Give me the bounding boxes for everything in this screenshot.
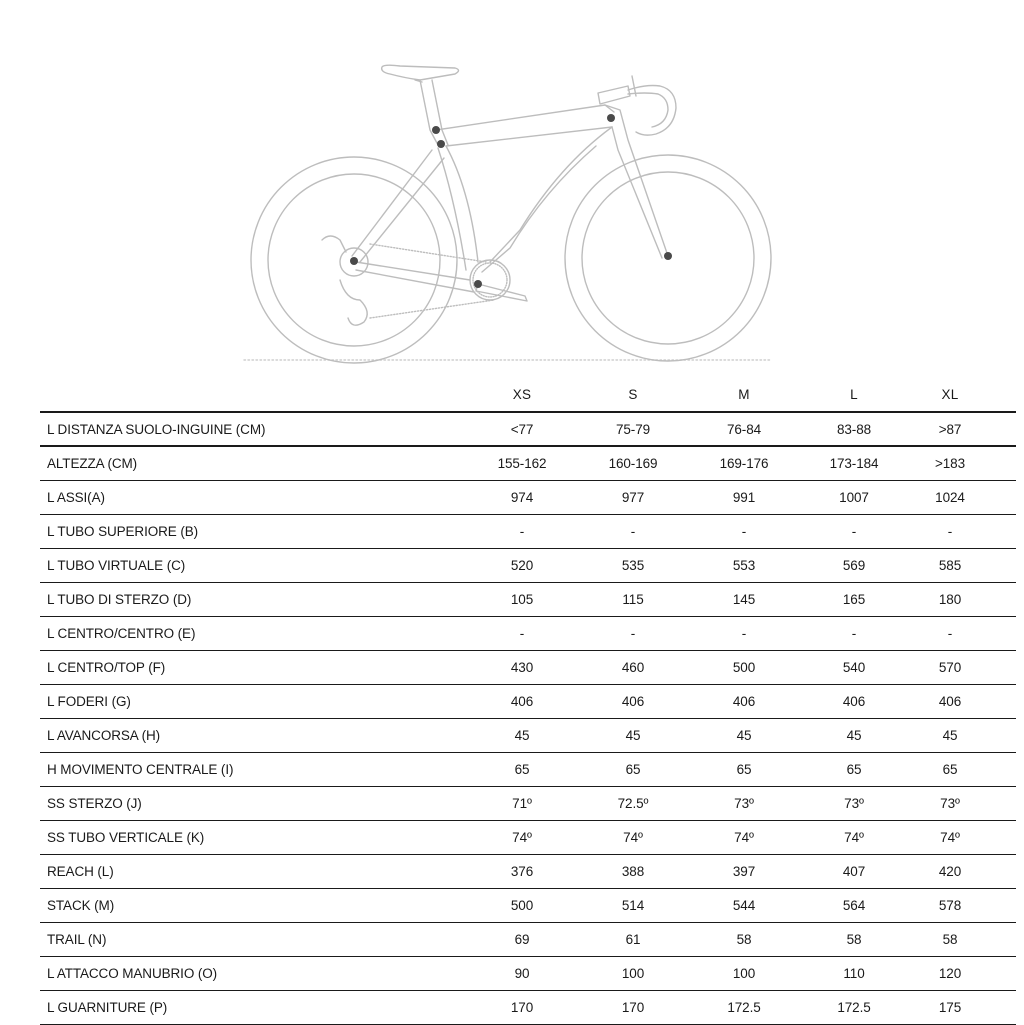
table-row [40, 991, 1016, 1025]
table-cell-l: 173-184 [829, 456, 879, 471]
table-cell-l: 45 [846, 728, 862, 743]
table-row [40, 719, 1016, 753]
table-cell-m: 76-84 [726, 422, 762, 437]
table-cell-l: - [851, 626, 857, 641]
table-cell-xs: 376 [510, 864, 534, 879]
table-cell-m: 58 [736, 932, 752, 947]
table-row [40, 583, 1016, 617]
table-cell-xl: 1024 [935, 490, 965, 505]
table-cell-xs: 974 [510, 490, 534, 505]
table-cell-xl: 585 [938, 558, 962, 573]
table-cell-l: 83-88 [836, 422, 872, 437]
table-cell-s: 74º [623, 830, 643, 845]
table-cell-xl: - [947, 626, 953, 641]
table-cell-m: 65 [736, 762, 752, 777]
table-cell-m: 100 [732, 966, 756, 981]
table-cell-xs: <77 [510, 422, 534, 437]
table-cell-m: - [741, 524, 747, 539]
table-cell-m: 406 [732, 694, 756, 709]
table-row [40, 685, 1016, 719]
table-cell-xl: 73º [940, 796, 960, 811]
row-label: SS TUBO VERTICALE (K) [47, 830, 205, 845]
table-cell-xs: 430 [510, 660, 534, 675]
table-cell-m: 553 [732, 558, 756, 573]
table-row [40, 889, 1016, 923]
table-cell-xl: 570 [938, 660, 962, 675]
table-cell-xs: 170 [510, 1000, 534, 1015]
table-cell-xs: 500 [510, 898, 534, 913]
size-header-row [40, 378, 1016, 413]
table-cell-xs: 69 [514, 932, 530, 947]
row-label: TRAIL (N) [47, 932, 107, 947]
geometry-rows [40, 413, 1016, 1025]
row-label: L DISTANZA SUOLO-INGUINE (CM) [47, 422, 266, 437]
table-cell-s: 977 [621, 490, 645, 505]
table-row [40, 651, 1016, 685]
table-cell-xs: 90 [514, 966, 530, 981]
table-cell-l: 407 [842, 864, 866, 879]
table-cell-xl: 420 [938, 864, 962, 879]
size-header-xs: XS [512, 387, 532, 402]
table-cell-m: 397 [732, 864, 756, 879]
row-label: L TUBO DI STERZO (D) [47, 592, 192, 607]
table-cell-l: 569 [842, 558, 866, 573]
table-cell-m: 991 [732, 490, 756, 505]
table-cell-xl: 175 [938, 1000, 962, 1015]
table-cell-xl: 180 [938, 592, 962, 607]
table-row [40, 923, 1016, 957]
table-cell-xl: >87 [938, 422, 962, 437]
geometry-table [40, 378, 1016, 1025]
row-label: L TUBO VIRTUALE (C) [47, 558, 186, 573]
table-row [40, 447, 1016, 481]
table-cell-s: 388 [621, 864, 645, 879]
table-cell-l: 165 [842, 592, 866, 607]
table-cell-s: 514 [621, 898, 645, 913]
table-cell-s: 100 [621, 966, 645, 981]
table-row [40, 787, 1016, 821]
row-label: ALTEZZA (CM) [47, 456, 138, 471]
table-cell-xs: 74º [512, 830, 532, 845]
table-cell-m: 74º [734, 830, 754, 845]
table-cell-xs: 520 [510, 558, 534, 573]
table-cell-s: 75-79 [615, 422, 651, 437]
table-cell-xs: 71º [512, 796, 532, 811]
size-header-s: S [628, 387, 638, 402]
row-label: REACH (L) [47, 864, 114, 879]
size-header-xl: XL [941, 387, 959, 402]
table-cell-s: - [630, 524, 636, 539]
table-row [40, 821, 1016, 855]
table-row [40, 413, 1016, 447]
table-cell-xl: 120 [938, 966, 962, 981]
table-cell-xs: 155-162 [497, 456, 547, 471]
table-cell-l: 65 [846, 762, 862, 777]
row-label: L CENTRO/CENTRO (E) [47, 626, 196, 641]
table-cell-xs: - [519, 524, 525, 539]
table-row [40, 617, 1016, 651]
table-cell-s: - [630, 626, 636, 641]
table-cell-m: 73º [734, 796, 754, 811]
row-label: H MOVIMENTO CENTRALE (I) [47, 762, 234, 777]
table-cell-l: 110 [843, 966, 865, 981]
size-header-m: M [738, 387, 750, 402]
table-cell-s: 65 [625, 762, 641, 777]
table-row [40, 855, 1016, 889]
table-cell-xl: 65 [942, 762, 958, 777]
table-cell-l: 406 [842, 694, 866, 709]
table-cell-l: - [851, 524, 857, 539]
table-cell-s: 72.5º [617, 796, 649, 811]
table-cell-xs: - [519, 626, 525, 641]
table-cell-m: 172.5 [727, 1000, 761, 1015]
table-cell-m: - [741, 626, 747, 641]
table-cell-s: 45 [625, 728, 641, 743]
table-cell-l: 540 [842, 660, 866, 675]
table-cell-m: 169-176 [719, 456, 769, 471]
row-label: L ATTACCO MANUBRIO (O) [47, 966, 218, 981]
table-row [40, 481, 1016, 515]
table-cell-m: 500 [732, 660, 756, 675]
table-cell-s: 535 [621, 558, 645, 573]
table-cell-xs: 65 [514, 762, 530, 777]
table-cell-xs: 45 [514, 728, 530, 743]
table-row [40, 957, 1016, 991]
table-cell-l: 73º [844, 796, 864, 811]
row-label: L ASSI(A) [47, 490, 105, 505]
table-cell-xs: 105 [510, 592, 534, 607]
row-label: SS STERZO (J) [47, 796, 142, 811]
row-label: L TUBO SUPERIORE (B) [47, 524, 199, 539]
row-label: STACK (M) [47, 898, 115, 913]
table-cell-m: 145 [732, 592, 756, 607]
table-row [40, 549, 1016, 583]
row-label: L FODERI (G) [47, 694, 131, 709]
table-cell-l: 74º [844, 830, 864, 845]
table-cell-l: 1007 [839, 490, 869, 505]
table-cell-xl: >183 [934, 456, 966, 471]
table-cell-m: 544 [732, 898, 756, 913]
table-cell-s: 160-169 [608, 456, 658, 471]
row-label: L GUARNITURE (P) [47, 1000, 168, 1015]
row-label: L AVANCORSA (H) [47, 728, 161, 743]
table-cell-s: 61 [625, 932, 641, 947]
table-cell-xl: 45 [942, 728, 958, 743]
table-cell-xs: 406 [510, 694, 534, 709]
table-cell-s: 170 [621, 1000, 645, 1015]
table-cell-xl: 406 [938, 694, 962, 709]
table-cell-xl: - [947, 524, 953, 539]
table-cell-xl: 58 [942, 932, 958, 947]
table-cell-l: 58 [846, 932, 862, 947]
table-cell-s: 115 [622, 592, 644, 607]
table-cell-l: 172.5 [837, 1000, 871, 1015]
table-cell-s: 406 [621, 694, 645, 709]
table-cell-xl: 74º [940, 830, 960, 845]
table-row [40, 515, 1016, 549]
table-cell-s: 460 [621, 660, 645, 675]
table-cell-m: 45 [736, 728, 752, 743]
row-label: L CENTRO/TOP (F) [47, 660, 166, 675]
size-header-l: L [850, 387, 858, 402]
table-row [40, 753, 1016, 787]
bike-geometry-illustration [240, 55, 780, 370]
table-cell-xl: 578 [938, 898, 962, 913]
table-cell-l: 564 [842, 898, 866, 913]
